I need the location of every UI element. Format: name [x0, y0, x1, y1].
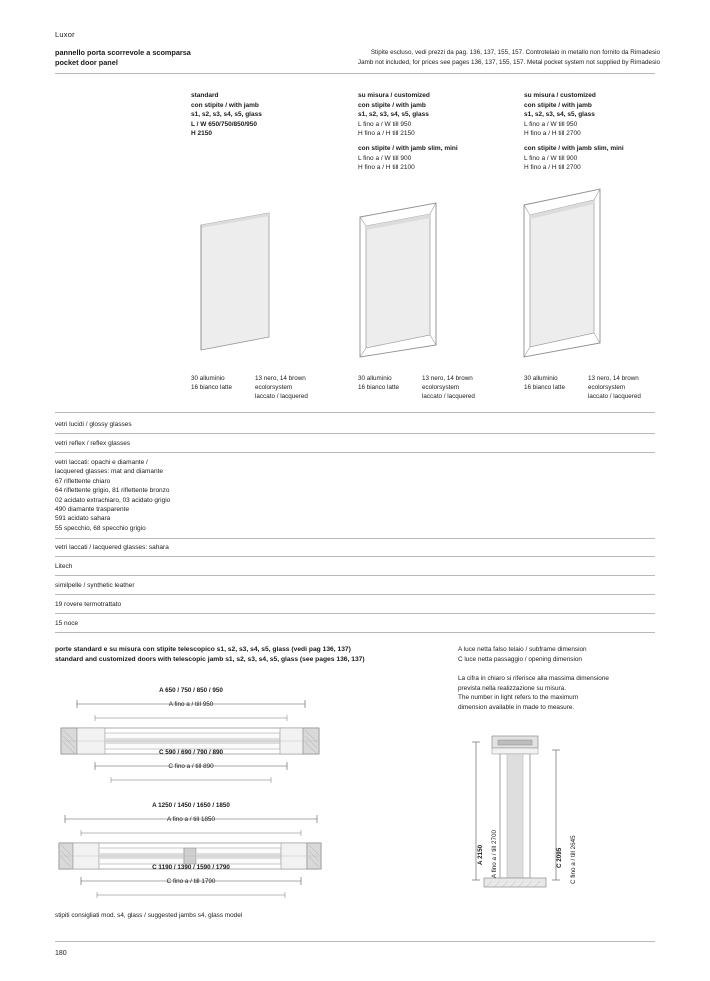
door-drawing-customized-1	[352, 185, 512, 370]
brand-label: Luxor	[55, 30, 75, 39]
caption-line: 13 nero, 14 brown	[588, 375, 639, 382]
finish-line: 591 acidato sahara	[55, 515, 111, 523]
spec-line: s1, s2, s3, s4, s5, glass	[524, 111, 595, 119]
column-name: su misura / customized	[358, 92, 430, 99]
caption-line: ecolorsystem	[588, 384, 626, 392]
spec-line: L / W 650/750/850/950	[191, 120, 258, 128]
spec-heading: con stipite / with jamb slim, mini	[524, 144, 624, 152]
finish-divider	[55, 452, 655, 453]
spec-heading: con stipite / with jamb	[191, 101, 259, 109]
plan-drawing-double	[55, 815, 325, 900]
spec-line: L fino a / W till 950	[358, 120, 412, 128]
finish-line: 55 specchio, 68 specchio grigio	[55, 524, 146, 532]
lower-section-title	[55, 645, 455, 664]
door-drawing-standard	[191, 185, 341, 370]
column-spec-customized-1	[358, 91, 513, 173]
finish-line: 67 riflettente chiaro	[55, 477, 111, 485]
page-title-it: pannello porta scorrevole a scomparsa	[55, 48, 191, 57]
section-dim-a-light: A fino a / till 2700	[491, 830, 498, 878]
finish-line: Litech	[55, 563, 73, 570]
drawing-caption-1	[191, 374, 351, 401]
note-line: La cifra in chiaro si riferisce alla massima dimensione	[458, 675, 609, 682]
spec-heading: con stipite / with jamb	[524, 101, 592, 109]
finish-divider	[55, 412, 655, 413]
plan2-dim-a-light: A fino a / till 1850	[167, 816, 215, 823]
finish-row-litech	[55, 562, 655, 571]
caption-line: 30 alluminio	[358, 375, 392, 382]
finish-line: vetri reflex / reflex glasses	[55, 440, 131, 447]
finish-line: 15 noce	[55, 620, 79, 627]
spec-line: H fino a / H till 2150	[358, 130, 415, 138]
caption-line: 13 nero, 14 brown	[255, 375, 306, 382]
caption-line: laccato / lacquered	[422, 393, 475, 401]
spec-line: L fino a / W till 950	[524, 120, 578, 128]
plan1-dim-a-bold: A 650 / 750 / 850 / 950	[159, 687, 223, 694]
door-drawing-customized-2	[516, 185, 676, 370]
finish-row-noce	[55, 619, 655, 628]
page-title	[55, 48, 191, 67]
drawing-caption-3	[524, 374, 684, 401]
legend-line: A luce netta falso telaio / subframe dimension	[458, 646, 587, 653]
caption-line: 16 bianco latte	[191, 384, 232, 392]
finish-divider	[55, 556, 655, 557]
spec-heading: con stipite / with jamb slim, mini	[358, 144, 458, 152]
caption-line: 16 bianco latte	[358, 384, 399, 392]
caption-line: 13 nero, 14 brown	[422, 375, 473, 382]
note-line: dimension available in made to measure.	[458, 703, 575, 711]
spec-line: H fino a / H till 2700	[524, 130, 581, 138]
header-note-it: Stipite escluso, vedi prezzi da pag. 136, 137, 155, 157. Controtelaio in metallo non fornito da Rimadesio	[370, 49, 660, 56]
spec-line: H fino a / H till 2700	[524, 164, 581, 172]
spec-line: H fino a / H till 2100	[358, 164, 415, 172]
finish-line: 02 acidato extrachiaro, 03 acidato grigio	[55, 496, 171, 504]
header-divider	[55, 73, 655, 74]
header-note-en: Jamb not included, for prices see pages 136, 137, 155, 157. Metal pocket system not supplied by Rimadesio	[357, 58, 660, 66]
finish-divider	[55, 632, 655, 633]
caption-line: laccato / lacquered	[588, 393, 641, 401]
lower-title-it: porte standard e su misura con stipite telescopico s1, s2, s3, s4, s5, glass (vedi pag 136, 137)	[55, 646, 351, 653]
plan1-dim-a-light: A fino a / till 950	[168, 701, 214, 708]
finish-row-sahara	[55, 543, 655, 552]
finish-line: vetri laccati: opachi e diamante /	[55, 459, 148, 466]
section-dim-c-light: C fino a / till 2645	[570, 835, 577, 884]
caption-line: 30 alluminio	[524, 375, 558, 382]
finish-line: vetri lucidi / glossy glasses	[55, 421, 132, 428]
finish-line: 64 riflettente grigio, 81 riflettente bronzo	[55, 487, 170, 495]
page-title-en: pocket door panel	[55, 57, 118, 67]
page-number: 180	[55, 950, 67, 957]
lower-title-en: standard and customized doors with telescopic jamb s1, s2, s3, s4, s5, glass (see pages 136, 137)	[55, 655, 365, 663]
finish-line: vetri laccati / lacquered glasses: sahara	[55, 544, 169, 551]
finish-divider	[55, 575, 655, 576]
finish-row-lacquered	[55, 458, 655, 533]
column-name: standard	[191, 92, 219, 99]
column-spec-customized-2	[524, 91, 679, 173]
note-line: prevista nella realizzazione su misura.	[458, 684, 566, 692]
caption-line: 30 alluminio	[191, 375, 225, 382]
lower-note	[458, 674, 673, 712]
finish-line: 19 rovere termotrattato	[55, 601, 122, 608]
caption-line: laccato / lacquered	[255, 393, 308, 401]
plan1-dim-c-bold: C 590 / 690 / 790 / 890	[158, 749, 224, 756]
finish-row-reflex	[55, 439, 655, 448]
plan2-dim-c-light: C fino a / till 1790	[166, 878, 216, 885]
spec-line: s1, s2, s3, s4, s5, glass	[358, 111, 429, 119]
finish-row-rovere	[55, 600, 655, 609]
spec-line: L fino a / W till 900	[524, 154, 578, 162]
caption-line: 16 bianco latte	[524, 384, 565, 392]
spec-heading: con stipite / with jamb	[358, 101, 426, 109]
header-note	[300, 48, 660, 67]
finish-row-glossy	[55, 420, 655, 429]
footnote-line: stipiti consigliati mod. s4, glass / suggested jambs s4, glass model	[55, 912, 243, 919]
drawing-caption-2	[358, 374, 518, 401]
finish-divider	[55, 433, 655, 434]
plan-drawing-single	[55, 700, 325, 785]
finish-row-synthetic-leather	[55, 581, 655, 590]
finish-divider	[55, 538, 655, 539]
caption-line: ecolorsystem	[422, 384, 460, 392]
note-line: The number in light refers to the maximum	[458, 694, 579, 701]
legend-line: C luce netta passaggio / opening dimension	[458, 655, 582, 663]
plan2-dim-a-bold: A 1250 / 1450 / 1650 / 1850	[152, 802, 230, 809]
finish-line: lacquered glasses: mat and diamante	[55, 468, 164, 476]
spec-line: H 2150	[191, 130, 212, 138]
finish-divider	[55, 613, 655, 614]
section-drawing-vertical	[470, 728, 580, 908]
finish-divider	[55, 594, 655, 595]
lower-legend	[458, 645, 668, 664]
caption-line: ecolorsystem	[255, 384, 293, 392]
spec-line: s1, s2, s3, s4, s5, glass	[191, 111, 262, 119]
section-dim-c-bold: C 2095	[556, 847, 563, 868]
column-spec-standard	[191, 91, 341, 139]
column-name: su misura / customized	[524, 92, 596, 99]
lower-footnote	[55, 911, 475, 921]
plan2-dim-c-bold: C 1190 / 1390 / 1590 / 1790	[152, 864, 230, 871]
footer-divider	[55, 941, 655, 942]
section-dim-a-bold: A 2150	[477, 844, 484, 865]
finish-line: similpelle / synthetic leather	[55, 582, 135, 589]
plan1-dim-c-light: C fino a / till 890	[168, 763, 214, 770]
finish-line: 490 diamante trasparente	[55, 506, 130, 514]
spec-line: L fino a / W till 900	[358, 154, 412, 162]
